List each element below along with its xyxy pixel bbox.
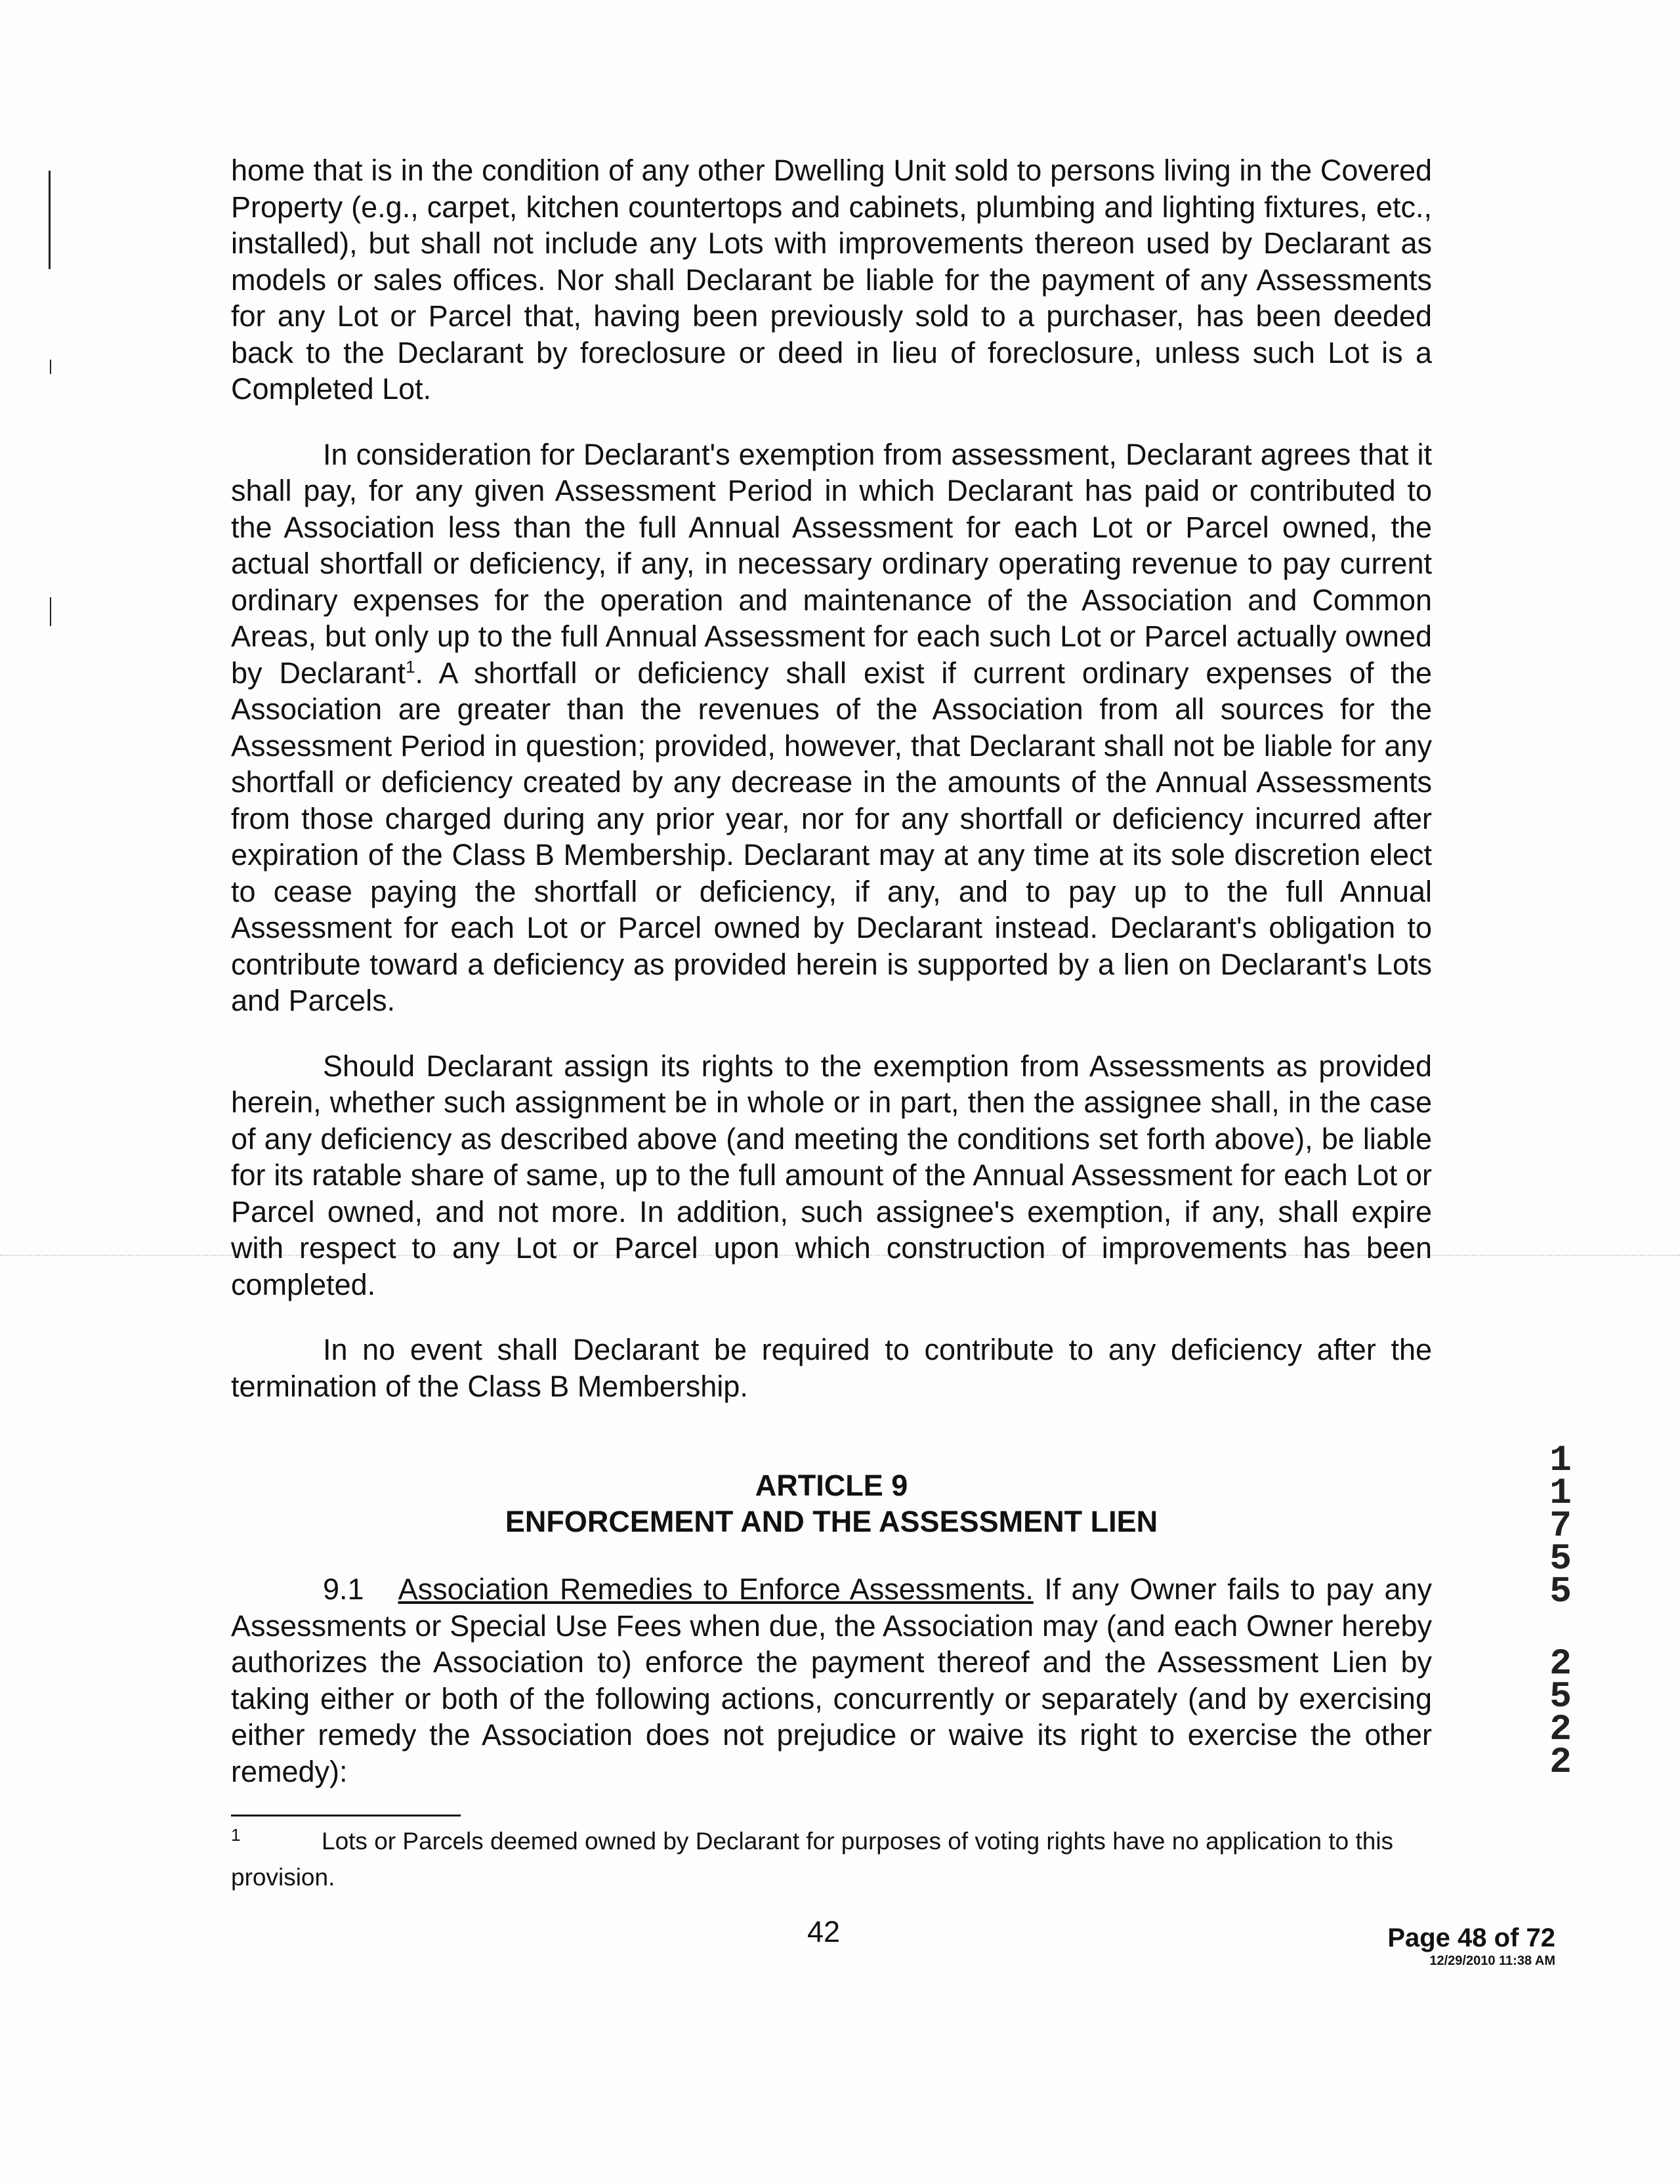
recording-digit: 2 (1549, 1708, 1572, 1750)
article-heading (231, 1467, 1432, 1540)
paragraph-text: In consideration for Declarant's exemption from assessment, Declarant agrees that it shall pay, for any given Assessment Period in which Declarant has paid or contributed to the Association less than the full Annual Assessment for each Lot or Parcel owned, the actual shortfall or deficiency, if any, in necessary ordinary operating revenue to pay current ordinary expenses for the operation and maintenance of the Association and Common Areas, but only up to the full Annual Assessment for each such Lot or Parcel actually owned by Declarant (231, 437, 1432, 690)
page-number: 42 (807, 1915, 841, 1948)
article-title: ENFORCEMENT AND THE ASSESSMENT LIEN (505, 1505, 1158, 1538)
paragraph: home that is in the condition of any other Dwelling Unit sold to persons living in the Covered Property (e.g., carpet, kitchen countertops and cabinets, plumbing and lighting fixtures, etc., installed), but shall not include any Lots with improvements thereon used by Declarant as models or sales offices. Nor shall Declarant be liable for the payment of any Assessments for any Lot or Parcel that, having been previously sold to a purchaser, has been deeded back to the Declarant by foreclosure or deed in lieu of foreclosure, unless such Lot is a Completed Lot. (231, 154, 1432, 406)
recording-digit: 5 (1549, 1538, 1572, 1580)
recording-timestamp: 12/29/2010 11:38 AM (1429, 1954, 1555, 1968)
recording-stamp (1339, 1923, 1555, 1969)
recording-digit: 2 (1549, 1741, 1572, 1783)
paragraph: In no event shall Declarant be required to contribute to any deficiency after the termination of the Class B Membership. (231, 1333, 1432, 1403)
footnote-divider (231, 1815, 461, 1816)
revision-tick (50, 360, 51, 374)
recording-digit: 1 (1549, 1439, 1572, 1481)
paragraph-text: . A shortfall or deficiency shall exist if current ordinary expenses of the Association are greater than the revenues of the Association from all sources for the Assessment Period in question; provided, however, that Declarant shall not be liable for any shortfall or deficiency created by any decrease in the amounts of the Annual Assessments from those charged during any prior year, nor for any shortfall or deficiency incurred after expiration of the Class B Membership. Declarant may at any time at its sole discretion elect to cease paying the shortfall or deficiency, if any, and to pay up to the full Annual Assessment for each Lot or Parcel owned by Declarant instead. Declarant's obligation to contribute toward a deficiency as provided herein is supported by a lien on Declarant's Lots and Parcels. (231, 656, 1432, 1017)
paragraph (231, 436, 1432, 1019)
recording-digit: 2 (1549, 1643, 1572, 1685)
page-count-label: Page 48 of 72 (1387, 1923, 1555, 1952)
footnote-reference: 1 (406, 656, 415, 677)
article-number: ARTICLE 9 (755, 1469, 908, 1502)
paragraph: Should Declarant assign its rights to the exemption from Assessments as provided herein, whether such assignment be in whole or in part, then the assignee shall, in the case of any deficiency as described above (and meeting the conditions set forth above), be liable for its ratable share of same, up to the full amount of the Annual Assessment for each Lot or Parcel owned, and not more. In addition, such assignee's exemption, if any, shall expire with respect to any Lot or Parcel upon which construction of improvements has been completed. (231, 1049, 1432, 1301)
recording-number (1547, 1439, 1574, 1783)
revision-bar (49, 171, 51, 269)
revision-tick (50, 597, 51, 626)
recording-gap (1547, 1608, 1574, 1647)
footnote: 1 Lots or Parcels deemed owned by Declarant for purposes of voting rights have no application to this provision. (231, 1824, 1394, 1891)
footnote-text: Lots or Parcels deemed owned by Declarant for purposes of voting rights have no application to this provision. (231, 1828, 1394, 1891)
recording-digit: 1 (1549, 1472, 1572, 1514)
section-text: If any Owner fails to pay any Assessments or Special Use Fees when due, the Association may (and each Owner hereby authorizes the Association to) enforce the payment thereof and the Assessment Lien by taking either or both of the following actions, concurrently or separately (and by exercising either remedy the Association does not prejudice or waive its right to exercise the other remedy): (231, 1572, 1433, 1788)
recording-digit: 5 (1549, 1675, 1572, 1717)
section-paragraph (231, 1571, 1432, 1790)
section-number: 9.1 (323, 1572, 364, 1606)
section-heading: Association Remedies to Enforce Assessments. (398, 1572, 1034, 1606)
recording-digit: 7 (1549, 1505, 1572, 1547)
recording-digit: 5 (1549, 1570, 1572, 1612)
document-body (231, 152, 1432, 1895)
